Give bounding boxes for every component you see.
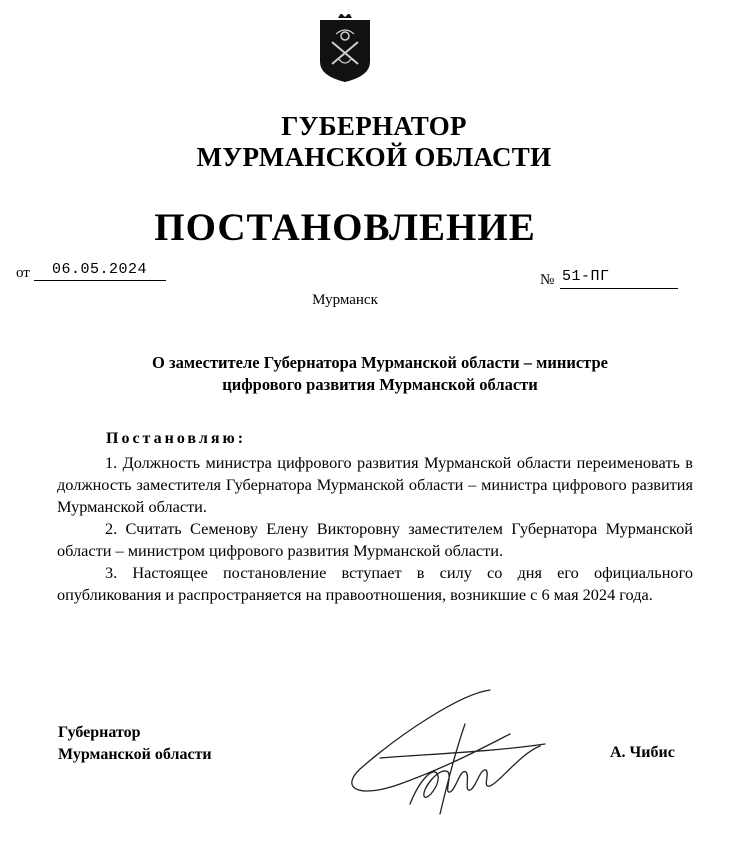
subject-line2: цифрового развития Мурманской области <box>222 375 538 394</box>
issuer-title-line2: МУРМАНСКОЙ ОБЛАСТИ <box>196 142 552 172</box>
coat-of-arms-emblem <box>316 14 374 84</box>
handwritten-signature <box>340 684 550 824</box>
date-label: от <box>16 265 30 281</box>
city: Мурманск <box>312 292 378 308</box>
signatory-name: А. Чибис <box>610 744 675 761</box>
document-body <box>57 452 693 606</box>
paragraph-item-1: 1. Должность министра цифрового развития Мурманской области переименовать в должность заместителя Губернатора Мурманской области – министра цифрового развития Мурманской области. <box>57 453 693 516</box>
subject-line1: О заместителе Губернатора Мурманской области – министре <box>152 353 608 372</box>
document-subject <box>60 352 700 396</box>
document-number: 51-ПГ <box>562 268 610 285</box>
signatory-title-line1: Губернатор <box>58 724 141 741</box>
paragraph-item-3: 3. Настоящее постановление вступает в силу со дня его официального опубликования и распространяется на правоотношения, возникшие с 6 мая 2024 года. <box>57 563 693 604</box>
paragraph-item-2: 2. Считать Семенову Елену Викторовну заместителем Губернатора Мурманской области – министром цифрового развития Мурманской области. <box>57 519 693 560</box>
number-underline <box>560 288 678 289</box>
signatory-title-line2: Мурманской области <box>58 746 212 763</box>
document-date: 06.05.2024 <box>52 261 148 278</box>
document-type: ПОСТАНОВЛЕНИЕ <box>154 206 536 249</box>
issuer-title-line1: ГУБЕРНАТОР <box>281 111 467 141</box>
number-label: № <box>540 272 555 288</box>
decree-word: Постановляю: <box>106 430 247 447</box>
date-underline <box>34 280 166 281</box>
signatory-title <box>58 722 212 766</box>
